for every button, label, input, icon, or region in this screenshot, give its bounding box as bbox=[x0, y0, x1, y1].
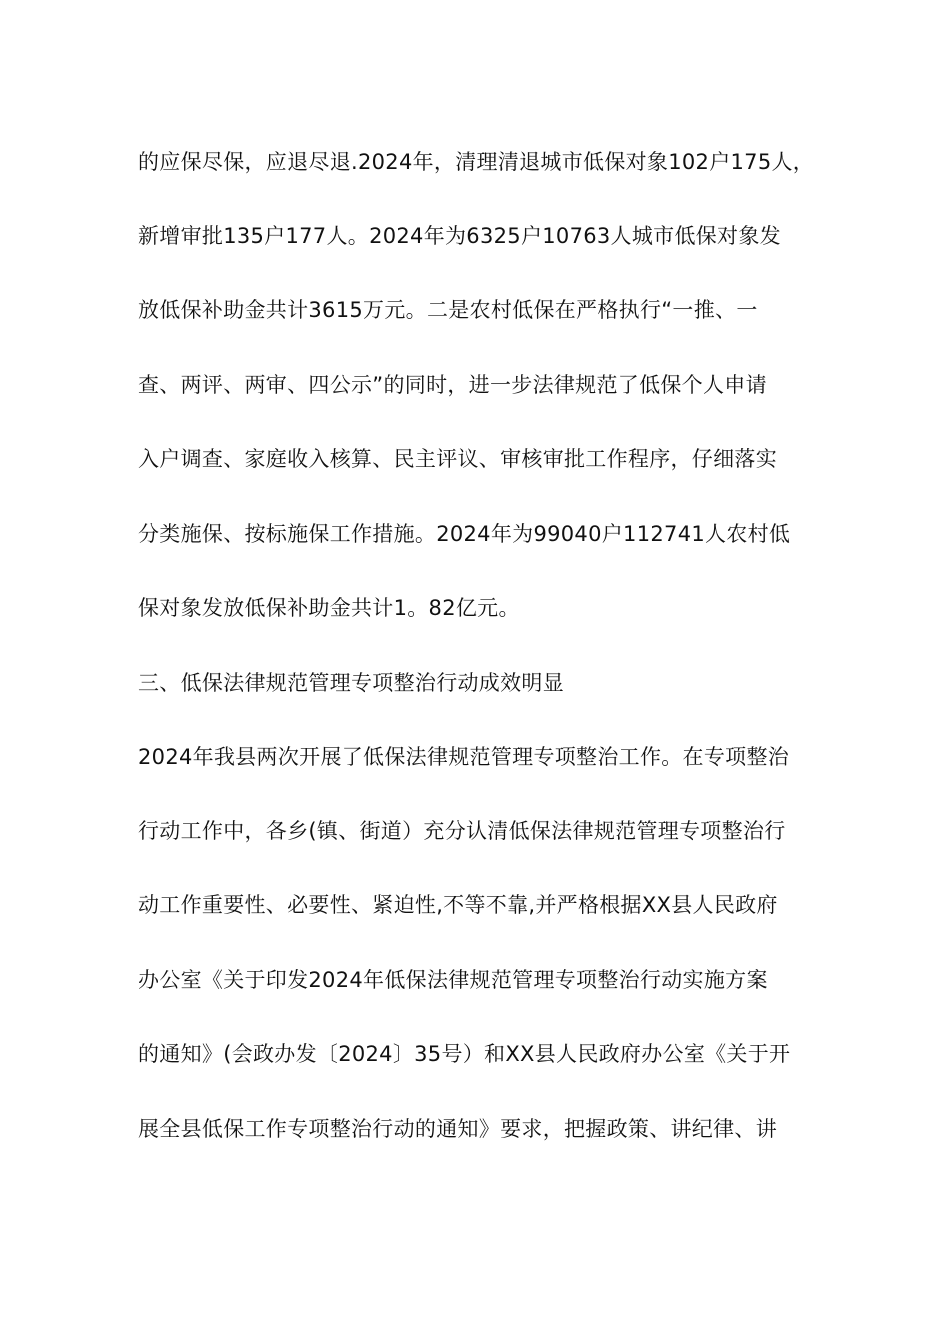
text-line-13: 的通知》(会政办发〔2024〕35号）和XX县人民政府办公室《关于开 bbox=[138, 1042, 791, 1066]
text-line-5: 入户调查、家庭收入核算、民主评议、审核审批工作程序，仔细落实 bbox=[138, 447, 777, 471]
text-line-6: 分类施保、按标施保工作措施。2024年为99040户112741人农村低 bbox=[138, 522, 791, 546]
text-line-3: 放低保补助金共计3615万元。二是农村低保在严格执行“一推、一 bbox=[138, 298, 758, 322]
text-line-7: 保对象发放低保补助金共计1。82亿元。 bbox=[138, 596, 520, 620]
text-line-4: 查、两评、两审、四公示”的同时，进一步法律规范了低保个人申请 bbox=[138, 373, 767, 397]
section-heading: 三、低保法律规范管理专项整治行动成效明显 bbox=[138, 671, 564, 695]
text-line-1: 的应保尽保，应退尽退.2024年，清理清退城市低保对象102户175人， bbox=[138, 150, 815, 174]
text-line-2: 新增审批135户177人。2024年为6325户10763人城市低保对象发 bbox=[138, 224, 781, 248]
text-line-9: 2024年我县两次开展了低保法律规范管理专项整治工作。在专项整治 bbox=[138, 745, 790, 769]
text-line-14: 展全县低保工作专项整治行动的通知》要求，把握政策、讲纪律、讲 bbox=[138, 1117, 777, 1141]
text-line-12: 办公室《关于印发2024年低保法律规范管理专项整治行动实施方案 bbox=[138, 968, 768, 992]
text-line-11: 动工作重要性、必要性、紧迫性,不等不靠,并严格根据XX县人民政府 bbox=[138, 893, 778, 917]
text-line-10: 行动工作中，各乡(镇、街道）充分认清低保法律规范管理专项整治行 bbox=[138, 819, 786, 843]
